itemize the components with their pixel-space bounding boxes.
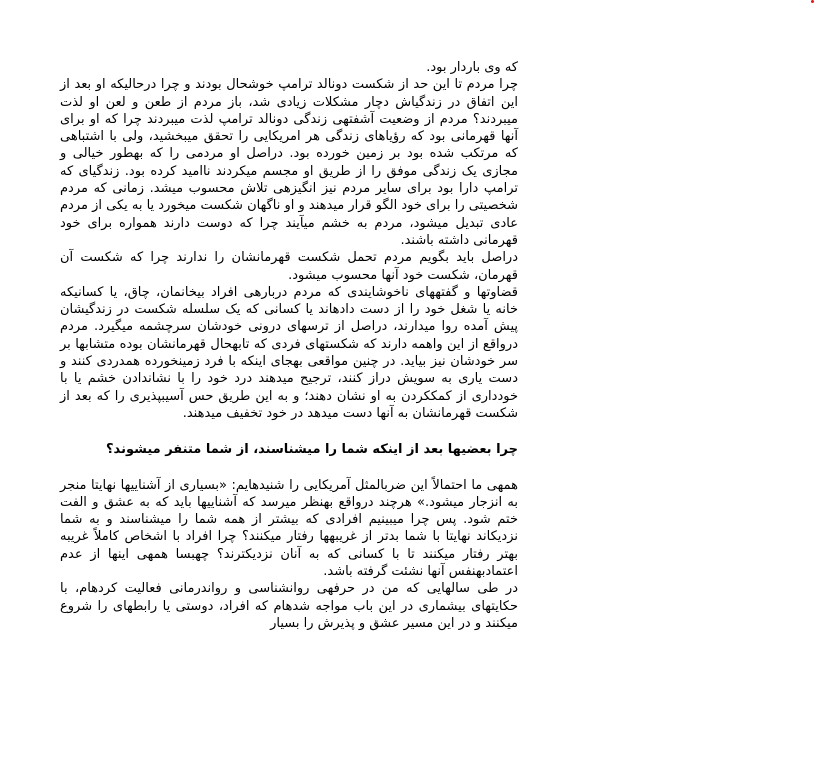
document-page	[60, 59, 518, 632]
paragraph-5: همهی ما احتمالاً این ضربالمثل آمریکایی را شنیدهایم: «بسیاری از آشناییها نهایتا منجر به انزجار میشود.» هرچند درواقع بهنظر میرسد که آشناییها باید که به عشق و الفت ختم شود. پس چرا میبینیم افرادی که بیشتر از همه شما را میشناسند و به شما نزدیکاند نهایتا با شما بدتر از غریبهها رفتار میکنند؟ چرا افراد با اشخاص کاملاً غریبه بهتر رفتار میکنند تا با کسانی که به آنان نزدیکترند؟ چهبسا همهی اینها از عدم اعتمادبهنفس آنها نشئت گرفته باشد.	[60, 477, 518, 580]
paragraph-2: چرا مردم تا این حد از شکست دونالد ترامپ خوشحال بودند و چرا درحالیکه او بعد از این اتفاق در زندگیاش دچار مشکلات زیادی شد، باز مردم از طعن و لعن او لذت میبردند؟ مردم از وضعیت آشفتهی زندگی دونالد ترامپ لذت میبردند چرا که او برای آنها قهرمانی بود که رؤیاهای زندگی هر امریکایی را تحقق میبخشید، ولی با اشتباهی که مرتکب شده بود بر زمین خورده بود. دراصل او مردمی را که بهطور خیالی و مجازی یک زندگی موفق را از طریق او مجسم میکردند ناامید کرده بود. زندگیای که ترامپ دارا بود برای سایر مردم نیز انگیزهی تلاش محسوب میشد. زمانی که مردم شخصیتی را برای خود الگو قرار میدهند و او ناگهان شکست میخورد یا به یکی از مردم عادی تبدیل میشود، مردم به خشم میآیند چرا که دوست دارند همواره برای خود قهرمانی داشته باشند.	[59, 77, 518, 248]
corner-dot-mark	[811, 0, 814, 3]
paragraph-1: که وی باردار بود.	[426, 60, 518, 75]
section-heading: چرا بعضیها بعد از اینکه شما را میشناسند، از شما متنفر میشوند؟	[106, 442, 518, 458]
paragraph-6: در طی سالهایی که من در حرفهی روانشناسی و رواندرمانی فعالیت کردهام، با حکایتهای بیشماری در این باب مواجه شدهام که افراد، دوستی یا رابطهای را شروع میکنند و در این مسیر عشق و پذیرش را بسیار	[60, 581, 518, 631]
paragraph-3: دراصل باید بگویم مردم تحمل شکست قهرمانشان را ندارند چرا که شکست آن قهرمان، شکست خود آنها محسوب میشود.	[60, 250, 518, 283]
paragraph-4: قضاوتها و گفتههای ناخوشایندی که مردم دربارهی افراد بیخانمان، چاق، یا کسانیکه خانه یا شغل خود را از دست دادهاند یا کسانی که یک سلسله شکست در زندگیشان پیش آمده روا میدارند، دراصل از ترسهای درونی خودشان سرچشمه میگیرد. مردم درواقع از این واهمه دارند که شکستهای فردی که تابهحال قهرمانشان بوده متشابها بر سر خودشان نیز بیاید. در چنین مواقعی بهجای اینکه با فرد زمینخورده همدردی کنند و دست یاری به سویش دراز کنند، ترجیح میدهند درد خود را با نشاندادن خشم یا با خودداری از کمککردن به او نشان دهند؛ و به این طریق حس آسیبپذیری را که بعد از شکست قهرمانشان به آنها دست میدهد در خود تخفیف میدهند.	[60, 284, 518, 421]
